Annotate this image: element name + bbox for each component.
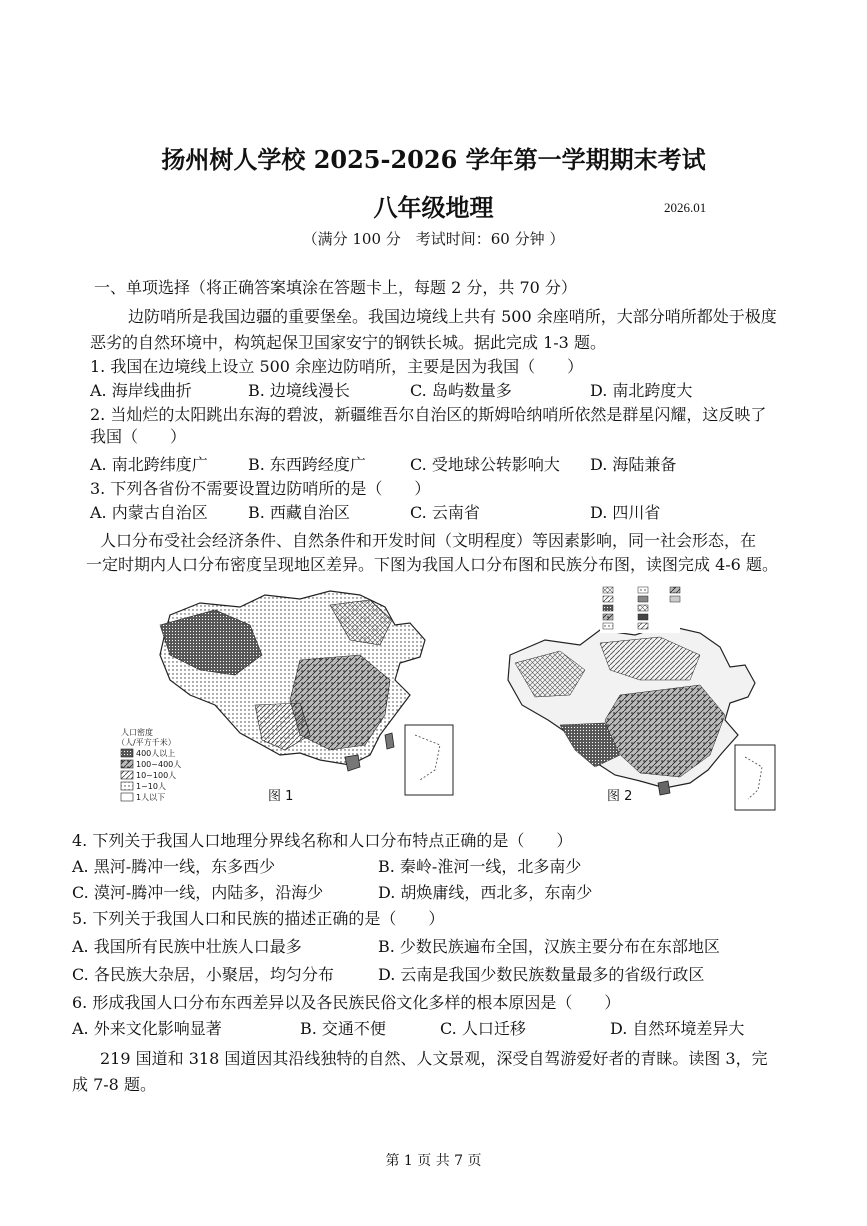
figure-1-population-map — [160, 591, 453, 795]
legend-item-5: 1人以下 — [136, 793, 166, 802]
question-5-option-c: C. 各民族大杂居，小聚居，均匀分布 — [72, 965, 334, 984]
passage-3-line-1: 219 国道和 318 国道因其沿线独特的自然、人文景观，深受自驾游爱好者的青睐。读图 3，完 — [100, 1049, 768, 1068]
figure-2-legend — [600, 585, 680, 633]
question-4-option-a: A. 黑河-腾冲一线，东多西少 — [72, 857, 276, 876]
page-number: 第 1 页 共 7 页 — [385, 1153, 482, 1169]
question-5-stem: 5. 下列关于我国人口和民族的描述正确的是（ ） — [72, 909, 445, 928]
exam-subject: 八年级地理 — [373, 193, 494, 222]
question-1-stem: 1. 我国在边境线上设立 500 余座边防哨所，主要是因为我国（ ） — [90, 357, 584, 376]
question-6-option-b: B. 交通不便 — [300, 1019, 386, 1038]
question-5-option-a: A. 我国所有民族中壮族人口最多 — [72, 937, 302, 956]
maps-svg — [0, 585, 867, 815]
legend-item-2: 100~400人 — [136, 760, 182, 769]
question-3-option-b: B. 西藏自治区 — [248, 503, 350, 522]
figure-2-label: 图 2 — [607, 789, 633, 804]
passage-2-line-2: 一定时期内人口分布密度呈现地区差异。下图为我国人口分布图和民族分布图，读图完成 4-6 题。 — [86, 555, 778, 574]
question-3-option-c: C. 云南省 — [410, 503, 480, 522]
question-2-stem-line-1: 2. 当灿烂的太阳跳出东海的碧波，新疆维吾尔自治区的斯姆哈纳哨所依然是群星闪耀，这反映了 — [90, 405, 767, 424]
question-2-stem-line-2: 我国（ ） — [90, 427, 187, 446]
passage-3-line-2: 成 7-8 题。 — [72, 1075, 156, 1094]
question-4-stem: 4. 下列关于我国人口地理分界线名称和人口分布特点正确的是（ ） — [72, 831, 573, 850]
question-5-option-b: B. 少数民族遍布全国，汉族主要分布在东部地区 — [378, 937, 720, 956]
figure-1-label: 图 1 — [268, 789, 294, 804]
question-1-option-a: A. 海岸线曲折 — [90, 381, 192, 400]
legend-item-1: 400人以上 — [136, 749, 176, 758]
exam-info: （满分 100 分 考试时间：60 分钟 ） — [302, 230, 565, 248]
maps-area — [0, 585, 867, 815]
question-4-option-d: D. 胡焕庸线，西北多，东南少 — [378, 883, 593, 902]
passage-1-line-2: 恶劣的自然环境中，构筑起保卫国家安宁的钢铁长城。据此完成 1-3 题。 — [90, 333, 606, 352]
question-2-option-d: D. 海陆兼备 — [590, 455, 677, 474]
question-4-option-b: B. 秦岭-淮河一线，北多南少 — [378, 857, 582, 876]
question-6-option-c: C. 人口迁移 — [440, 1019, 526, 1038]
exam-date: 2026.01 — [664, 200, 707, 215]
question-1-option-d: D. 南北跨度大 — [590, 381, 693, 400]
question-3-option-d: D. 四川省 — [590, 503, 661, 522]
question-6-stem: 6. 形成我国人口分布东西差异以及各民族民俗文化多样的根本原因是（ ） — [72, 993, 621, 1012]
question-3-stem: 3. 下列各省份不需要设置边防哨所的是（ ） — [90, 479, 431, 498]
exam-title: 扬州树人学校 2025-2026 学年第一学期期末考试 — [161, 145, 706, 174]
section-heading: 一、单项选择（将正确答案填涂在答题卡上，每题 2 分，共 70 分） — [94, 278, 577, 297]
figure-2-ethnic-map — [508, 625, 775, 810]
question-6-option-a: A. 外来文化影响显著 — [72, 1019, 222, 1038]
question-5-option-d: D. 云南是我国少数民族数量最多的省级行政区 — [378, 965, 705, 984]
legend-item-4: 1~10人 — [136, 782, 166, 791]
figure-1-legend — [115, 723, 185, 805]
legend-item-3: 10~100人 — [136, 771, 177, 780]
legend-title-2: （人/平方千米） — [117, 738, 176, 747]
question-3-option-a: A. 内蒙古自治区 — [90, 503, 208, 522]
question-2-option-b: B. 东西跨经度广 — [248, 455, 366, 474]
passage-2-line-1: 人口分布受社会经济条件、自然条件和开发时间（文明程度）等因素影响，同一社会形态，在 — [100, 531, 757, 550]
question-1-option-b: B. 边境线漫长 — [248, 381, 350, 400]
legend-title-1: 人口密度 — [121, 728, 153, 737]
passage-1-line-1: 边防哨所是我国边疆的重要堡垒。我国边境线上共有 500 余座哨所，大部分哨所都处于极度 — [128, 307, 777, 326]
question-2-option-a: A. 南北跨纬度广 — [90, 455, 208, 474]
question-1-option-c: C. 岛屿数量多 — [410, 381, 512, 400]
question-6-option-d: D. 自然环境差异大 — [610, 1019, 745, 1038]
question-2-option-c: C. 受地球公转影响大 — [410, 455, 560, 474]
question-4-option-c: C. 漠河-腾冲一线，内陆多，沿海少 — [72, 883, 324, 902]
